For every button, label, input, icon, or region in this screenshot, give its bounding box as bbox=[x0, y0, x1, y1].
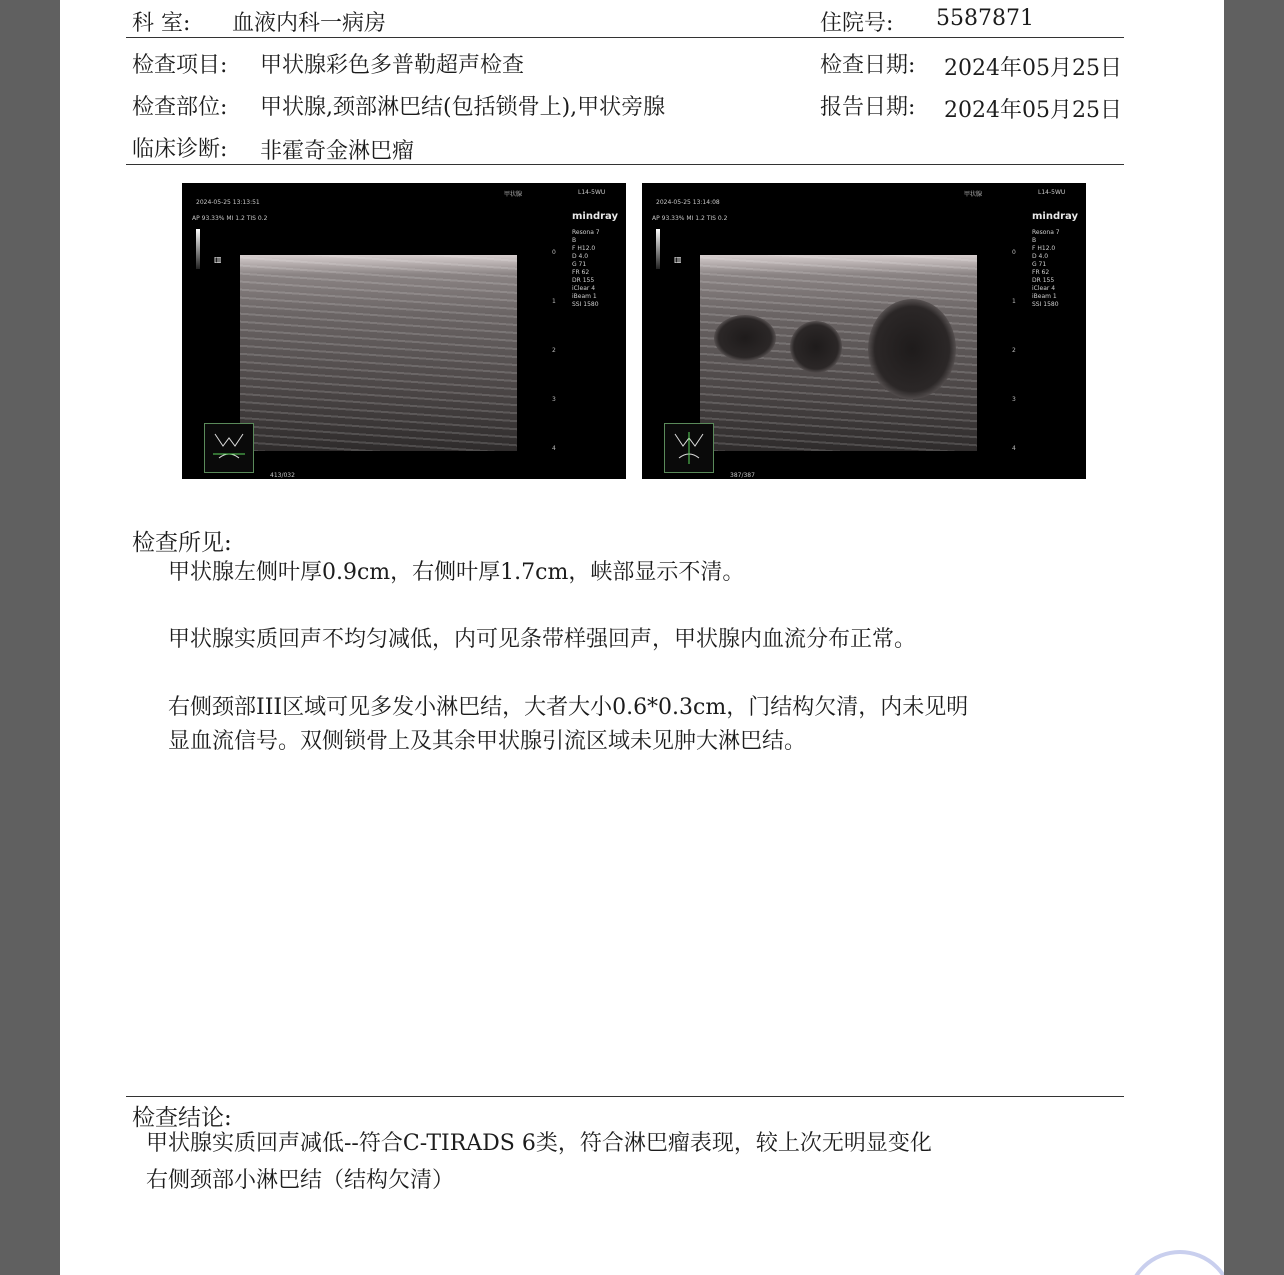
us1-brand-logo: mindray bbox=[572, 211, 619, 222]
us2-params bbox=[1032, 229, 1060, 309]
us1-datetime: 2024-05-25 13:13:51 bbox=[196, 199, 260, 206]
us2-param: FR 62 bbox=[1032, 269, 1050, 276]
us2-ruler-tick: 4 bbox=[1012, 445, 1016, 452]
findings-paragraph-2: 甲状腺实质回声不均匀减低，内可见条带样强回声，甲状腺内血流分布正常。 bbox=[168, 627, 917, 652]
us2-ruler-tick: 2 bbox=[1012, 347, 1016, 354]
us2-lymph-node-right bbox=[868, 299, 956, 399]
us2-depth-ruler bbox=[1012, 249, 1024, 452]
us1-probe: L14-5WU bbox=[578, 189, 606, 196]
exam-date-label: 检查日期: bbox=[820, 53, 916, 78]
stamp-circle bbox=[1126, 1250, 1224, 1275]
diagnosis-label: 临床诊断: bbox=[132, 137, 228, 162]
us2-param: SSI 1580 bbox=[1032, 301, 1059, 308]
header-divider-bottom bbox=[126, 164, 1124, 165]
us1-ruler-tick: 3 bbox=[552, 396, 556, 403]
department-label: 科 室: bbox=[132, 11, 191, 36]
us2-body-marker-icon bbox=[664, 423, 714, 473]
ultrasound-image-1 bbox=[182, 183, 626, 479]
us1-param: B bbox=[572, 237, 577, 244]
report-date-label: 报告日期: bbox=[820, 95, 916, 120]
department-value: 血液内科一病房 bbox=[232, 11, 387, 36]
findings-paragraph-3-line-2: 显血流信号。双侧锁骨上及其余甲状腺引流区域未见肿大淋巴结。 bbox=[168, 729, 807, 754]
us2-param: DR 155 bbox=[1032, 277, 1055, 284]
us1-param: F H12.0 bbox=[572, 245, 596, 252]
conclusion-line-2: 右侧颈部小淋巴结（结构欠清） bbox=[146, 1168, 455, 1193]
inpatient-value: 5587871 bbox=[936, 6, 1034, 31]
us1-param: DR 155 bbox=[572, 277, 595, 284]
us2-param: iBeam 1 bbox=[1032, 293, 1057, 300]
header-divider-top bbox=[126, 37, 1124, 38]
us2-probe: L14-5WU bbox=[1038, 189, 1066, 196]
us1-param: Resona 7 bbox=[572, 229, 600, 236]
us1-ruler-tick: 1 bbox=[552, 298, 556, 305]
findings-title: 检查所见: bbox=[132, 530, 232, 556]
us1-ruler-tick: 4 bbox=[552, 445, 556, 452]
findings-paragraph-1: 甲状腺左侧叶厚0.9cm，右侧叶厚1.7cm，峡部显示不清。 bbox=[168, 560, 745, 585]
us2-organ: 甲状腺 bbox=[964, 191, 983, 198]
us1-param: iBeam 1 bbox=[572, 293, 597, 300]
exam-site-value: 甲状腺,颈部淋巴结(包括锁骨上),甲状旁腺 bbox=[260, 95, 666, 120]
us2-frame: 387/387 bbox=[730, 472, 755, 479]
diagnosis-value: 非霍奇金淋巴瘤 bbox=[260, 139, 415, 164]
us2-mode-icon: ▥ bbox=[674, 255, 682, 264]
us2-ruler-tick: 0 bbox=[1012, 249, 1016, 256]
us1-gray-scale bbox=[196, 229, 200, 269]
findings-paragraph-3-line-1: 右侧颈部III区域可见多发小淋巴结，大者大小0.6*0.3cm，门结构欠清，内未见明 bbox=[168, 695, 969, 720]
us2-param: G 71 bbox=[1032, 261, 1047, 268]
report-page bbox=[60, 0, 1224, 1275]
exam-item-label: 检查项目: bbox=[132, 53, 228, 78]
us1-ap: AP 93.33% MI 1.2 TIS 0.2 bbox=[192, 215, 268, 222]
us1-param: iClear 4 bbox=[572, 285, 596, 292]
us2-param: Resona 7 bbox=[1032, 229, 1060, 236]
us2-ruler-tick: 3 bbox=[1012, 396, 1016, 403]
us2-ruler-tick: 1 bbox=[1012, 298, 1016, 305]
us1-ruler-tick: 0 bbox=[552, 249, 556, 256]
us2-param: B bbox=[1032, 237, 1037, 244]
us1-organ: 甲状腺 bbox=[504, 191, 523, 198]
us1-frame: 413/032 bbox=[270, 472, 295, 479]
us2-scan-area bbox=[700, 255, 977, 451]
us1-param: G 71 bbox=[572, 261, 587, 268]
us2-param: F H12.0 bbox=[1032, 245, 1056, 252]
us1-param: SSI 1580 bbox=[572, 301, 599, 308]
conclusion-line-1: 甲状腺实质回声减低--符合C-TIRADS 6类，符合淋巴瘤表现，较上次无明显变化 bbox=[146, 1131, 932, 1156]
exam-site-label: 检查部位: bbox=[132, 95, 228, 120]
us1-ruler-tick: 2 bbox=[552, 347, 556, 354]
us1-param: FR 62 bbox=[572, 269, 590, 276]
us1-params bbox=[572, 229, 600, 309]
exam-date-value: 2024年05月25日 bbox=[944, 56, 1122, 81]
us1-param: D 4.0 bbox=[572, 253, 589, 260]
us2-param: D 4.0 bbox=[1032, 253, 1049, 260]
report-date-value: 2024年05月25日 bbox=[944, 98, 1122, 123]
us1-mode-icon: ▥ bbox=[214, 255, 222, 264]
inpatient-label: 住院号: bbox=[820, 11, 894, 36]
conclusion-divider bbox=[126, 1096, 1124, 1097]
conclusion-title: 检查结论: bbox=[132, 1105, 232, 1131]
us2-brand-logo: mindray bbox=[1032, 211, 1079, 222]
us2-ap: AP 93.33% MI 1.2 TIS 0.2 bbox=[652, 215, 728, 222]
us1-body-marker-icon bbox=[204, 423, 254, 473]
ultrasound-image-2 bbox=[642, 183, 1086, 479]
us2-lymph-node-left bbox=[714, 315, 776, 361]
us2-datetime: 2024-05-25 13:14:08 bbox=[656, 199, 720, 206]
us1-depth-ruler bbox=[552, 249, 564, 452]
exam-item-value: 甲状腺彩色多普勒超声检查 bbox=[260, 53, 525, 78]
us2-gray-scale bbox=[656, 229, 660, 269]
us2-lymph-node-mid bbox=[790, 321, 842, 373]
us1-scan-area bbox=[240, 255, 517, 451]
us2-param: iClear 4 bbox=[1032, 285, 1056, 292]
